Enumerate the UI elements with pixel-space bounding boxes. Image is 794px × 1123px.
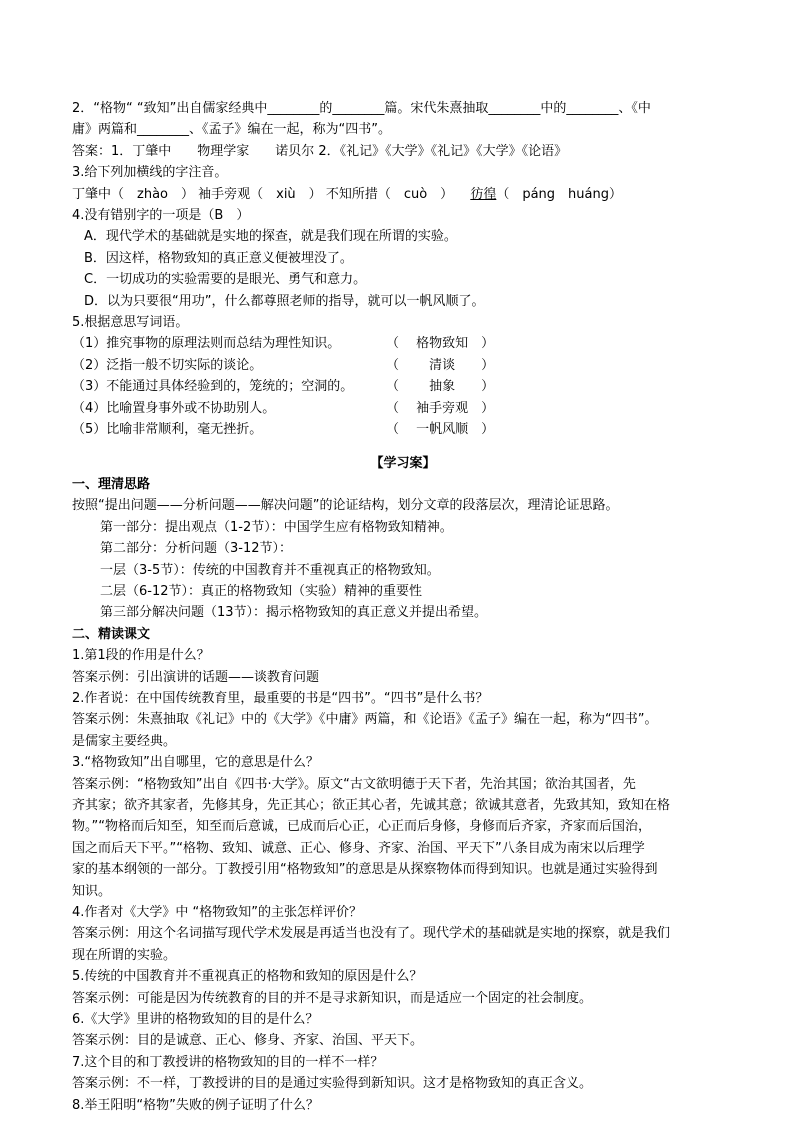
question-3-items bbox=[72, 184, 734, 205]
q3-item-4-pinyin: （ páng huáng） bbox=[496, 186, 622, 202]
question-2-line-1: 2．“格物“ “致知”出自儒家经典中________的________篇。宋代朱熹抽取________中的________、《中 bbox=[72, 101, 651, 116]
answer-line: 答案：1．丁肇中 物理学家 诺贝尔 2．《礼记》《大学》《礼记》《大学》《论语》 bbox=[72, 143, 568, 159]
qa-answer: 答案示例：目的是诚意、正心、修身、齐家、治国、平天下。 bbox=[72, 1033, 424, 1049]
qa-answer: 答案示例：可能是因为传统教育的目的并不是寻求新知识，而是适应一个固定的社会制度。 bbox=[72, 990, 593, 1006]
qa-answer: 家的基本纲领的一部分。丁教授引用“格物致知”的意思是从探察物体而得到知识。也就是通过实验得到 bbox=[72, 862, 658, 878]
qa-answer: 国之而后天下平。”“格物、致知、诚意、正心、修身、齐家、治国、平天下”八条目成为南宋以后理学 bbox=[72, 840, 645, 856]
question-2-line-2: 庸》两篇和________、《孟子》编在一起，称为“四书”。 bbox=[72, 122, 391, 138]
q5-ans: （ 一帆风顺 ） bbox=[386, 422, 495, 438]
q3-item-4-word: 彷徨 bbox=[470, 186, 497, 202]
qa-answer: 答案示例：不一样，丁教授讲的目的是通过实验得到新知识。这才是格物致知的真正含义。 bbox=[72, 1076, 593, 1092]
q4-option-a: A．现代学术的基础就是实地的探查，就是我们现在所谓的实验。 bbox=[84, 229, 457, 245]
qa-question: 7.这个目的和丁教授讲的格物致知的目的一样不一样？ bbox=[72, 1054, 384, 1070]
q4-option-d: D．以为只要很“用功”，什么都尊照老师的指导，就可以一帆风顺了。 bbox=[84, 293, 485, 309]
q5-ans: （ 袖手旁观 ） bbox=[386, 400, 495, 416]
structure-line: 二层（6-12节）：真正的格物致知（实验）精神的重要性 bbox=[100, 583, 423, 599]
question-4-title: 4.没有错别字的一项是（B ） bbox=[72, 208, 250, 224]
qa-answer: 知识。 bbox=[72, 883, 112, 899]
study-section-title: 【学习案】 bbox=[370, 455, 436, 471]
qa-question: 3.“格物致知”出自哪里，它的意思是什么？ bbox=[72, 755, 319, 771]
qa-answer: 答案示例：用这个名词描写现代学术发展是再适当也没有了。现代学术的基础就是实地的探察，就是我们 bbox=[72, 926, 671, 942]
structure-line: 第一部分：提出观点（1-2节）：中国学生应有格物致知精神。 bbox=[100, 519, 453, 535]
qa-answer: 是儒家主要经典。 bbox=[72, 733, 177, 749]
section-1-title: 一、理清思路 bbox=[72, 476, 151, 492]
q5-def: （5）比喻非常顺利，毫无挫折。 bbox=[72, 422, 263, 438]
q5-def: （2）泛指一般不切实际的谈论。 bbox=[72, 357, 263, 373]
qa-question: 2.作者说：在中国传统教育里，最重要的书是“四书”。“四书”是什么书？ bbox=[72, 690, 489, 706]
q5-ans: （ 清谈 ） bbox=[386, 357, 495, 373]
qa-answer: 答案示例：“格物致知”出自《四书·大学》。原文“古文欲明德于天下者，先治其国；欲治其国者，先 bbox=[72, 776, 636, 792]
q4-option-b: B．因这样，格物致知的真正意义便被埋没了。 bbox=[84, 250, 353, 266]
q5-def: （1）推究事物的原理法则而总结为理性知识。 bbox=[72, 336, 341, 352]
structure-line: 一层（3-5节）：传统的中国教育并不重视真正的格物致知。 bbox=[100, 562, 440, 578]
qa-question: 5.传统的中国教育并不重视真正的格物和致知的原因是什么？ bbox=[72, 969, 423, 985]
qa-answer: 答案示例：引出演讲的话题——谈教育问题 bbox=[72, 669, 320, 685]
q5-def: （4）比喻置身事外或不协助别人。 bbox=[72, 400, 276, 416]
qa-answer: 物。”“物格而后知至，知至而后意诚，已成而后心正，心正而后身修，身修而后齐家，齐家而后国治， bbox=[72, 819, 651, 835]
q5-ans: （ 抽象 ） bbox=[386, 379, 495, 395]
qa-question: 4.作者对《大学》中 “格物致知”的主张怎样评价？ bbox=[72, 905, 363, 921]
q5-item bbox=[72, 398, 734, 419]
qa-answer: 现在所谓的实验。 bbox=[72, 947, 177, 963]
q5-ans: （ 格物致知 ） bbox=[386, 336, 495, 352]
qa-answer: 齐其家；欲齐其家者，先修其身，先正其心；欲正其心者，先诚其意；欲诚其意者，先致其知，致知在格 bbox=[72, 798, 671, 813]
qa-question: 8.举王阳明“格物”失败的例子证明了什么？ bbox=[72, 1097, 319, 1113]
q5-def: （3）不能通过具体经验到的，笼统的；空洞的。 bbox=[72, 379, 354, 395]
q5-item bbox=[72, 355, 734, 376]
question-3-title: 3.给下列加横线的字注音。 bbox=[72, 165, 228, 181]
q3-item-2: 袖手旁观（ xiù ） bbox=[198, 186, 322, 202]
q5-item bbox=[72, 376, 734, 397]
structure-line: 第三部分解决问题（13节）：揭示格物致知的真正意义并提出希望。 bbox=[100, 605, 488, 621]
question-5-title: 5.根据意思写词语。 bbox=[72, 315, 189, 331]
q4-option-c: C．一切成功的实验需要的是眼光、勇气和意力。 bbox=[84, 272, 367, 288]
section-1-intro: 按照“提出问题——分析问题——解决问题”的论证结构，划分文章的段落层次，理清论证思路。 bbox=[72, 498, 619, 514]
q3-item-1: 丁肇中（ zhào ） bbox=[72, 186, 194, 202]
structure-line: 第二部分：分析问题（3-12节）： bbox=[100, 541, 293, 557]
qa-answer: 答案示例：朱熹抽取《礼记》中的《大学》《中庸》两篇，和《论语》《孟子》编在一起，称为“四书”。 bbox=[72, 712, 658, 728]
q5-item bbox=[72, 419, 734, 440]
q5-item bbox=[72, 333, 734, 354]
qa-question: 6.《大学》里讲的格物致知的目的是什么？ bbox=[72, 1012, 319, 1028]
qa-question: 1.第1段的作用是什么？ bbox=[72, 648, 210, 664]
q3-item-3: 不知所措（ cuò ） bbox=[325, 186, 454, 202]
section-2-title: 二、精读课文 bbox=[72, 626, 151, 642]
